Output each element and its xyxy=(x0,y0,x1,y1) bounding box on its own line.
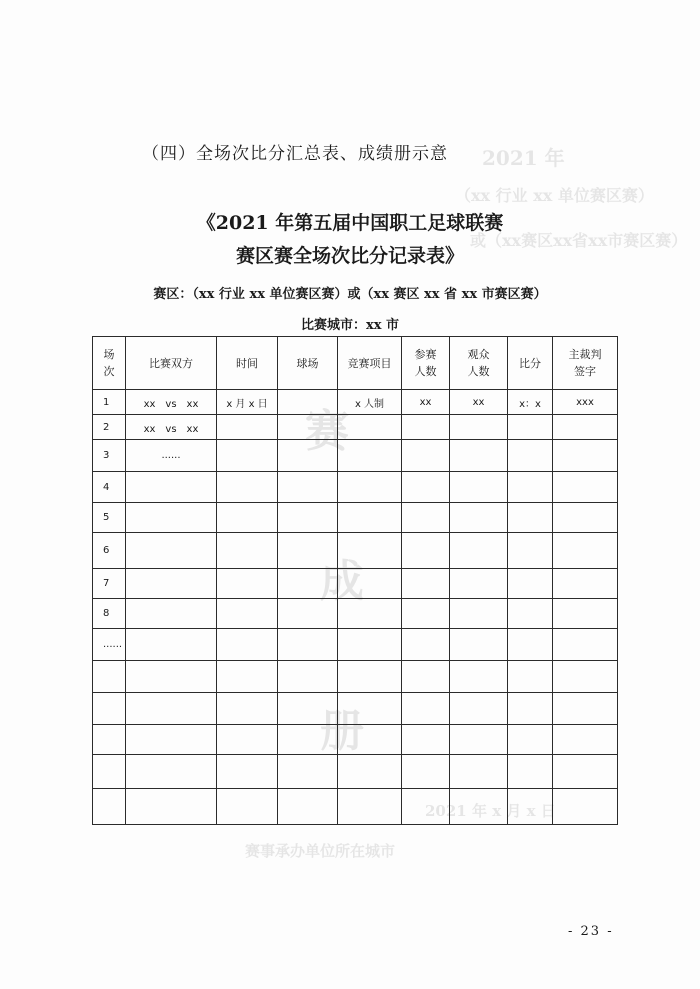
row-time[interactable] xyxy=(217,415,278,440)
row-audience[interactable] xyxy=(450,440,508,472)
bleed-through-char: 成 xyxy=(320,556,364,607)
row-audience[interactable] xyxy=(450,569,508,599)
row-teams[interactable]: xx vs xx xyxy=(126,415,217,440)
table-row xyxy=(93,599,618,629)
bleed-through-char: 赛 xyxy=(305,406,349,457)
table-row xyxy=(93,533,618,569)
row-referee[interactable] xyxy=(553,599,618,629)
header-match-number: 场 次 xyxy=(93,337,126,390)
row-venue[interactable] xyxy=(278,755,338,789)
row-teams[interactable] xyxy=(126,725,217,755)
table-row xyxy=(93,725,618,755)
row-referee[interactable] xyxy=(553,440,618,472)
row-index: 5 xyxy=(93,503,126,533)
table-row xyxy=(93,472,618,503)
row-score[interactable] xyxy=(508,755,553,789)
row-participants[interactable] xyxy=(402,503,450,533)
row-time[interactable] xyxy=(217,725,278,755)
row-audience[interactable] xyxy=(450,725,508,755)
row-audience[interactable] xyxy=(450,661,508,693)
table-header-row xyxy=(93,337,618,390)
bleed-through-text: 2021 年 x 月 x 日 xyxy=(425,802,556,820)
row-event[interactable] xyxy=(338,533,402,569)
row-referee[interactable] xyxy=(553,472,618,503)
row-referee[interactable] xyxy=(553,755,618,789)
row-teams[interactable] xyxy=(126,569,217,599)
row-referee[interactable] xyxy=(553,415,618,440)
row-referee[interactable] xyxy=(553,629,618,661)
row-audience[interactable] xyxy=(450,503,508,533)
row-participants[interactable] xyxy=(402,661,450,693)
header-time: 时间 xyxy=(217,337,278,390)
row-audience[interactable] xyxy=(450,415,508,440)
row-participants[interactable] xyxy=(402,755,450,789)
row-event[interactable] xyxy=(338,440,402,472)
row-venue[interactable] xyxy=(278,569,338,599)
row-participants[interactable] xyxy=(402,569,450,599)
table-row xyxy=(93,629,618,661)
row-teams[interactable] xyxy=(126,472,217,503)
bleed-through-text: 2021 年 xyxy=(482,146,565,170)
row-referee[interactable] xyxy=(553,693,618,725)
bleed-through-text: 或（xx赛区xx省xx市赛区赛） xyxy=(470,231,688,250)
row-event[interactable] xyxy=(338,789,402,825)
row-score[interactable] xyxy=(508,599,553,629)
row-referee[interactable] xyxy=(553,789,618,825)
row-teams[interactable] xyxy=(126,503,217,533)
row-participants[interactable] xyxy=(402,693,450,725)
row-score[interactable] xyxy=(508,503,553,533)
row-index: 6 xyxy=(93,533,126,569)
row-referee[interactable] xyxy=(553,533,618,569)
row-index: 3 xyxy=(93,440,126,472)
row-index: ...... xyxy=(93,629,126,661)
row-score[interactable] xyxy=(508,440,553,472)
row-event[interactable] xyxy=(338,503,402,533)
page-number: - 23 - xyxy=(568,924,614,939)
row-participants[interactable] xyxy=(402,789,450,825)
row-audience[interactable] xyxy=(450,629,508,661)
row-event[interactable] xyxy=(338,693,402,725)
row-score[interactable] xyxy=(508,789,553,825)
row-referee[interactable] xyxy=(553,569,618,599)
row-venue[interactable] xyxy=(278,661,338,693)
row-time[interactable] xyxy=(217,755,278,789)
row-teams[interactable]: xx vs xx xyxy=(126,390,217,415)
table-row xyxy=(93,503,618,533)
row-score[interactable] xyxy=(508,533,553,569)
form-title-line-1: 《2021 年第五届中国职工足球联赛 xyxy=(196,212,504,234)
row-time[interactable] xyxy=(217,661,278,693)
header-event: 竞赛项目 xyxy=(338,337,402,390)
row-referee[interactable]: xxx xyxy=(553,390,618,415)
row-participants[interactable] xyxy=(402,440,450,472)
row-time[interactable] xyxy=(217,503,278,533)
row-teams[interactable] xyxy=(126,533,217,569)
row-teams[interactable] xyxy=(126,599,217,629)
row-event[interactable] xyxy=(338,599,402,629)
row-participants[interactable] xyxy=(402,629,450,661)
row-teams[interactable] xyxy=(126,789,217,825)
row-score[interactable] xyxy=(508,472,553,503)
row-event[interactable] xyxy=(338,755,402,789)
row-time[interactable] xyxy=(217,472,278,503)
row-participants[interactable]: xx xyxy=(402,390,450,415)
row-venue[interactable] xyxy=(278,725,338,755)
row-teams[interactable]: ...... xyxy=(126,440,217,472)
table-row xyxy=(93,693,618,725)
row-time[interactable] xyxy=(217,629,278,661)
section-heading: （四）全场次比分汇总表、成绩册示意 xyxy=(142,144,448,164)
row-audience[interactable] xyxy=(450,599,508,629)
form-title-line-2: 赛区赛全场次比分记录表》 xyxy=(235,245,464,267)
row-teams[interactable] xyxy=(126,661,217,693)
row-event[interactable]: x 人制 xyxy=(338,390,402,415)
table-row xyxy=(93,569,618,599)
row-referee[interactable] xyxy=(553,503,618,533)
bleed-through-text: （xx 行业 xx 单位赛区赛） xyxy=(455,186,654,205)
row-teams[interactable] xyxy=(126,755,217,789)
row-venue[interactable] xyxy=(278,503,338,533)
row-time[interactable] xyxy=(217,599,278,629)
row-referee[interactable] xyxy=(553,661,618,693)
row-audience[interactable] xyxy=(450,789,508,825)
table-row xyxy=(93,789,618,825)
row-venue[interactable] xyxy=(278,693,338,725)
table-row xyxy=(93,755,618,789)
row-venue[interactable] xyxy=(278,440,338,472)
row-participants[interactable] xyxy=(402,599,450,629)
header-referee: 主裁判 签字 xyxy=(553,337,618,390)
row-participants[interactable] xyxy=(402,472,450,503)
row-time[interactable] xyxy=(217,440,278,472)
row-venue[interactable] xyxy=(278,472,338,503)
city-line: 比赛城市：xx 市 xyxy=(300,318,400,333)
row-venue[interactable] xyxy=(278,415,338,440)
row-index: 2 xyxy=(93,415,126,440)
row-score[interactable] xyxy=(508,693,553,725)
bleed-through-text: 赛事承办单位所在城市 xyxy=(245,842,396,860)
row-participants[interactable] xyxy=(402,533,450,569)
bleed-through-char: 册 xyxy=(320,706,364,757)
row-teams[interactable] xyxy=(126,693,217,725)
row-index xyxy=(93,789,126,825)
division-line: 赛区：（xx 行业 xx 单位赛区赛）或（xx 赛区 xx 省 xx 市赛区赛） xyxy=(153,287,547,302)
row-venue[interactable] xyxy=(278,789,338,825)
row-audience[interactable] xyxy=(450,755,508,789)
table-row xyxy=(93,415,618,440)
row-time[interactable] xyxy=(217,533,278,569)
row-audience[interactable]: xx xyxy=(450,390,508,415)
row-audience[interactable] xyxy=(450,533,508,569)
row-referee[interactable] xyxy=(553,725,618,755)
row-score[interactable] xyxy=(508,415,553,440)
row-audience[interactable] xyxy=(450,472,508,503)
row-index: 8 xyxy=(93,599,126,629)
table-row xyxy=(93,661,618,693)
row-score[interactable] xyxy=(508,629,553,661)
row-time[interactable] xyxy=(217,789,278,825)
row-score[interactable] xyxy=(508,661,553,693)
row-participants[interactable] xyxy=(402,415,450,440)
row-event[interactable] xyxy=(338,629,402,661)
row-venue[interactable] xyxy=(278,629,338,661)
row-time[interactable] xyxy=(217,693,278,725)
row-index xyxy=(93,755,126,789)
row-index xyxy=(93,693,126,725)
header-teams: 比赛双方 xyxy=(126,337,217,390)
header-score: 比分 xyxy=(508,337,553,390)
row-time[interactable]: x 月 x 日 xyxy=(217,390,278,415)
row-audience[interactable] xyxy=(450,693,508,725)
row-index: 1 xyxy=(93,390,126,415)
row-index: 4 xyxy=(93,472,126,503)
row-event[interactable] xyxy=(338,569,402,599)
row-event[interactable] xyxy=(338,661,402,693)
row-score[interactable]: x：x xyxy=(508,390,553,415)
row-event[interactable] xyxy=(338,415,402,440)
row-venue[interactable] xyxy=(278,390,338,415)
header-venue: 球场 xyxy=(278,337,338,390)
header-participants: 参赛 人数 xyxy=(402,337,450,390)
row-score[interactable] xyxy=(508,725,553,755)
row-index: 7 xyxy=(93,569,126,599)
row-event[interactable] xyxy=(338,725,402,755)
row-venue[interactable] xyxy=(278,599,338,629)
row-time[interactable] xyxy=(217,569,278,599)
row-score[interactable] xyxy=(508,569,553,599)
table-row xyxy=(93,440,618,472)
table-row xyxy=(93,390,618,415)
row-index xyxy=(93,661,126,693)
row-venue[interactable] xyxy=(278,533,338,569)
row-index xyxy=(93,725,126,755)
row-event[interactable] xyxy=(338,472,402,503)
row-teams[interactable] xyxy=(126,629,217,661)
header-audience: 观众 人数 xyxy=(450,337,508,390)
score-record-table xyxy=(92,336,618,825)
row-participants[interactable] xyxy=(402,725,450,755)
